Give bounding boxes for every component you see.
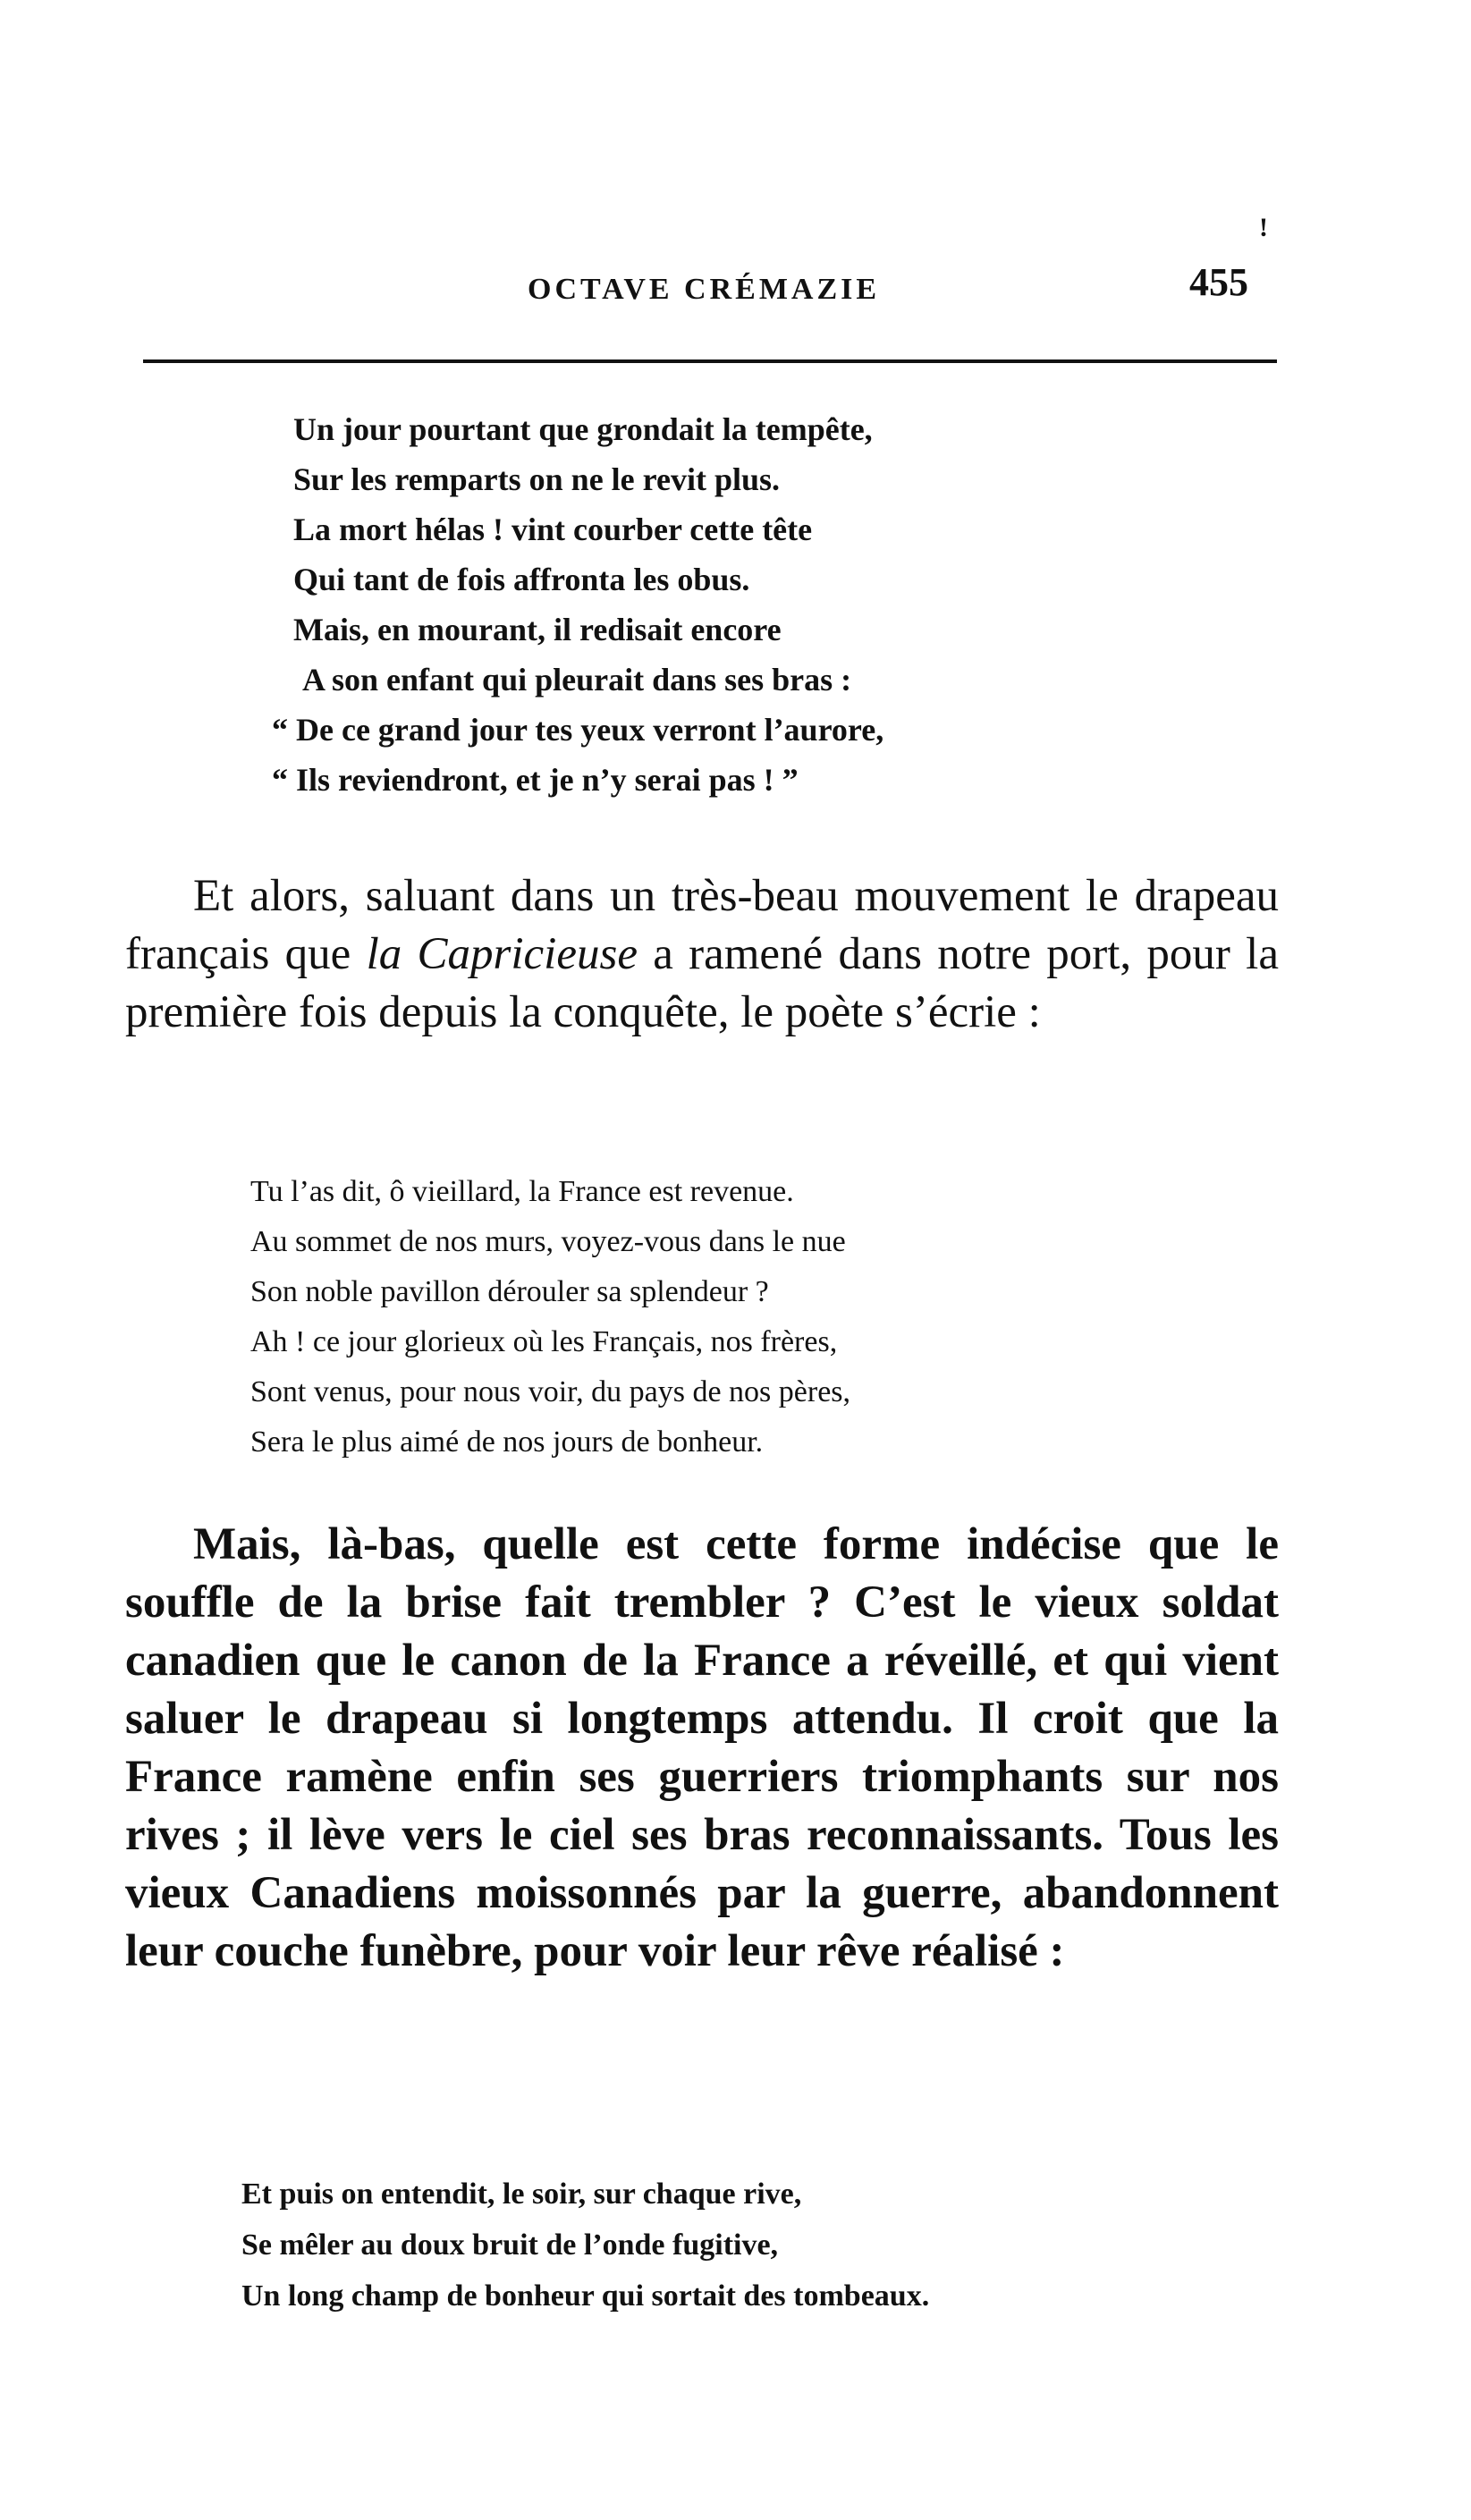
- stanza-2: [250, 1167, 850, 1467]
- corner-mark: !: [1259, 213, 1268, 242]
- verse-line: A son enfant qui pleurait dans ses bras :: [302, 662, 852, 698]
- verse-line: La mort hélas ! vint courber cette tête: [293, 512, 813, 547]
- verse-line: Sera le plus aimé de nos jours de bonheur.: [250, 1425, 764, 1459]
- verse-line: Sur les remparts on ne le revit plus.: [293, 461, 781, 497]
- paragraph-1-text-before: Et alors, saluant dans un très-beau mouvement le drapeau français que: [125, 871, 1279, 979]
- verse-line: Ah ! ce jour glorieux où les Français, nos frères,: [250, 1325, 838, 1358]
- verse-line: Son noble pavillon dérouler sa splendeur ?: [250, 1275, 769, 1308]
- page-number: 455: [1189, 260, 1248, 304]
- verse-line: Qui tant de fois affronta les obus.: [293, 562, 750, 597]
- verse-line: Sont venus, pour nous voir, du pays de nos pères,: [250, 1375, 851, 1408]
- verse-line: “ Ils reviendront, et je n’y serai pas ! ”: [272, 762, 799, 798]
- paragraph-2-text: Mais, là-bas, quelle est cette forme indécise que le souffle de la brise fait trembler ? C’est le vieux soldat canadien que le canon de la France a réveillé, et qui vient saluer le drapeau si longtemps attendu. Il croit que la France ramène enfin ses guerriers triomphants sur nos rives ; il lève vers le ciel ses bras reconnaissants. Tous les vieux Canadiens moissonnés par la guerre, abandonnent leur couche funèbre, pour voir leur rêve réalisé :: [125, 1519, 1279, 1976]
- verse-line: Tu l’as dit, ô vieillard, la France est revenue.: [250, 1175, 794, 1208]
- paragraph-1-text-after: a ramené dans notre port, pour la première fois depuis la conquête, le poète s’écrie :: [125, 929, 1279, 1037]
- stanza-3: [241, 2169, 929, 2321]
- paragraph-2: [125, 1516, 1279, 1981]
- verse-line: Un jour pourtant que grondait la tempête,: [293, 411, 873, 447]
- header-rule: [143, 359, 1277, 363]
- verse-line: Et puis on entendit, le soir, sur chaque rive,: [241, 2178, 802, 2211]
- verse-line: Se mêler au doux bruit de l’onde fugitive,: [241, 2228, 779, 2262]
- ship-name: la Capricieuse: [366, 929, 638, 979]
- paragraph-1: [125, 867, 1279, 1042]
- verse-line: Un long champ de bonheur qui sortait des tombeaux.: [241, 2279, 930, 2313]
- running-title: OCTAVE CRÉMAZIE: [528, 273, 881, 306]
- stanza-1: [272, 404, 884, 805]
- verse-line: Mais, en mourant, il redisait encore: [293, 612, 782, 647]
- verse-line: “ De ce grand jour tes yeux verront l’aurore,: [272, 712, 884, 748]
- verse-line: Au sommet de nos murs, voyez-vous dans le nue: [250, 1225, 846, 1258]
